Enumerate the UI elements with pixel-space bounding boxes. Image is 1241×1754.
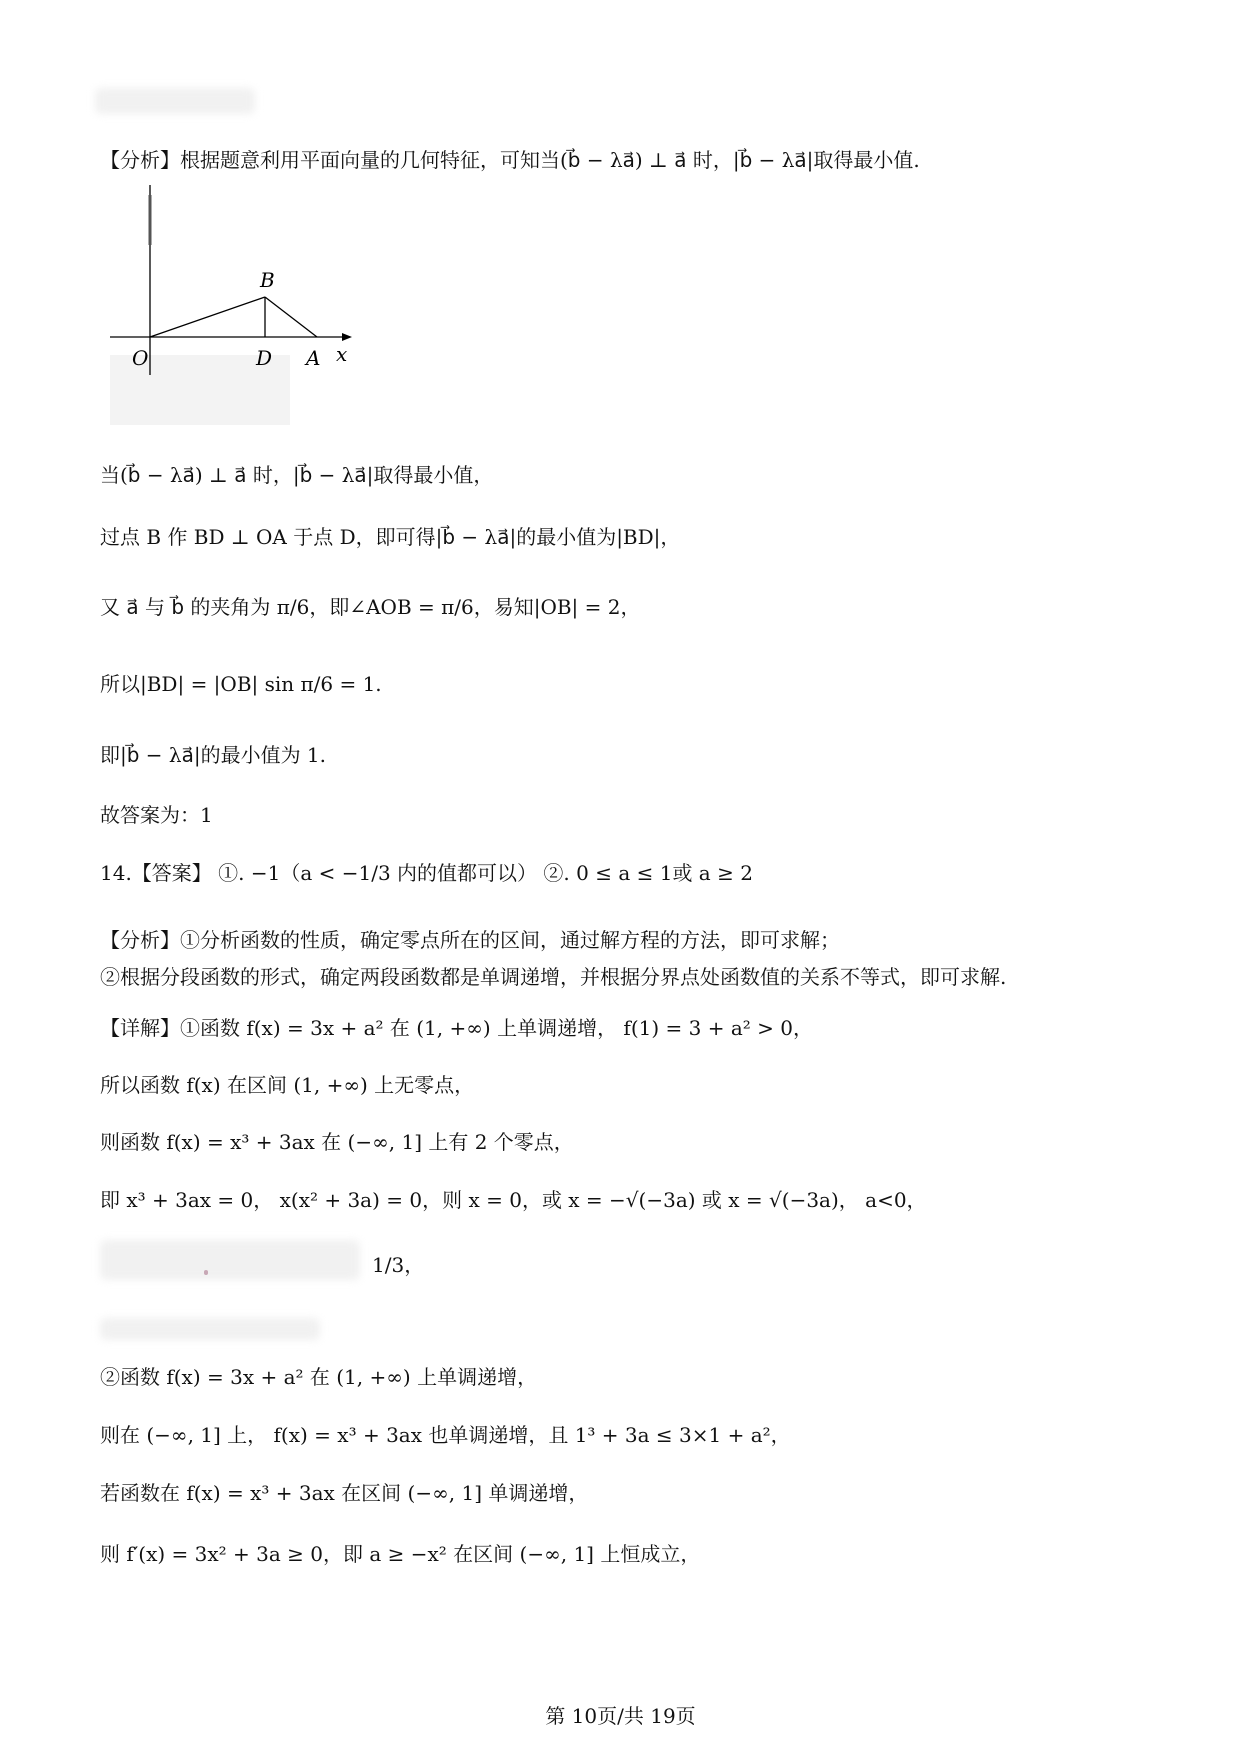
x-axis-arrow: [342, 333, 352, 341]
segment-OB: [150, 297, 265, 337]
solution-line-3: 又 a⃗ 与 b⃗ 的夹角为 π/6，即∠AOB = π/6，易知|OB| = 2，: [100, 595, 641, 619]
q14-detail-line-7: 则在 (−∞, 1] 上， f(x) = x³ + 3ax 也单调递增，且 1³ + 3a ≤ 3×1 + a²，: [100, 1423, 791, 1447]
q14-detail-line-3: 则函数 f(x) = x³ + 3ax 在 (−∞, 1] 上有 2 个零点，: [100, 1130, 574, 1154]
q14-analysis-line-2: ②根据分段函数的形式，确定两段函数都是单调递增，并根据分界点处函数值的关系不等式，即可求解.: [100, 965, 1007, 989]
obscured-region-2: [100, 1318, 320, 1340]
solution-line-1: 当(b⃗ − λa⃗) ⊥ a⃗ 时，|b⃗ − λa⃗|取得最小值，: [100, 463, 494, 487]
label-A: A: [306, 346, 321, 370]
ink-blot: [204, 1270, 208, 1275]
q14-analysis-line-1: 【分析】①分析函数的性质，确定零点所在的区间，通过解方程的方法，即可求解；: [100, 928, 840, 952]
q14-detail-line-4: 即 x³ + 3ax = 0， x(x² + 3a) = 0，则 x = 0，或 x = −√(−3a) 或 x = √(−3a)， a<0，: [100, 1188, 927, 1212]
analysis-line-1: 【分析】根据题意利用平面向量的几何特征，可知当(b⃗ − λa⃗) ⊥ a⃗ 时，|b⃗ − λa⃗|取得最小值.: [100, 148, 920, 172]
label-D: D: [256, 346, 273, 370]
q14-detail-line-5: 1/3，: [372, 1253, 425, 1277]
solution-line-2: 过点 B 作 BD ⊥ OA 于点 D，即可得|b⃗ − λa⃗|的最小值为|BD|，: [100, 525, 681, 549]
top-smudge: [95, 88, 255, 114]
answer-line: 故答案为：1: [100, 803, 213, 827]
solution-line-5: 即|b⃗ − λa⃗|的最小值为 1.: [100, 743, 327, 767]
page-footer: 第 10页/共 19页: [545, 1704, 696, 1728]
vector-figure-svg: [110, 185, 390, 445]
q14-detail-line-9: 则 f′(x) = 3x² + 3a ≥ 0，即 a ≥ −x² 在区间 (−∞, 1] 上恒成立，: [100, 1542, 701, 1566]
segment-BA: [265, 297, 317, 337]
label-x: x: [336, 342, 348, 366]
q14-detail-line-8: 若函数在 f(x) = x³ + 3ax 在区间 (−∞, 1] 单调递增，: [100, 1481, 589, 1505]
label-B: B: [260, 268, 275, 292]
vector-figure: [110, 185, 390, 449]
q14-detail-line-6: ②函数 f(x) = 3x + a² 在 (1, +∞) 上单调递增，: [100, 1365, 538, 1389]
q14-answer-line: 14.【答案】 ①. −1（a < −1/3 内的值都可以） ②. 0 ≤ a ≤ 1或 a ≥ 2: [100, 861, 753, 885]
q14-detail-line-1: 【详解】①函数 f(x) = 3x + a² 在 (1, +∞) 上单调递增， f(1) = 3 + a² > 0，: [100, 1016, 813, 1040]
q14-detail-line-2: 所以函数 f(x) 在区间 (1, +∞) 上无零点，: [100, 1073, 475, 1097]
label-O: O: [132, 346, 149, 370]
solution-line-4: 所以|BD| = |OB| sin π/6 = 1.: [100, 672, 382, 696]
obscured-region-1: [100, 1240, 360, 1280]
